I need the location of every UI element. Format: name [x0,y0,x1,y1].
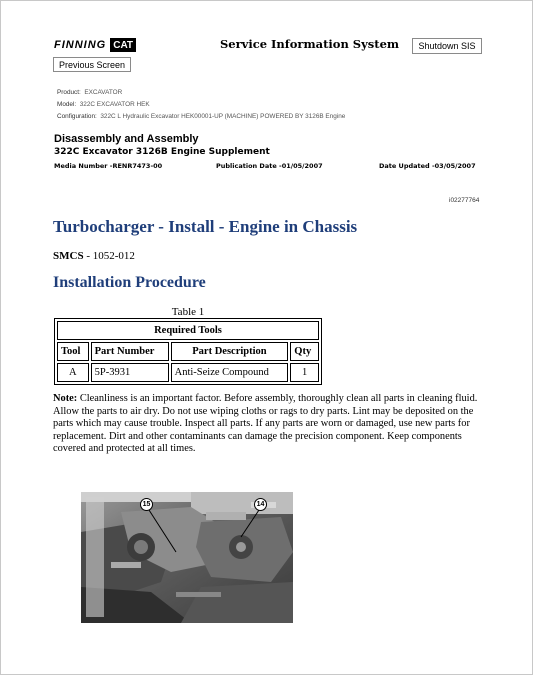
document-subheading: 322C Excavator 3126B Engine Supplement [54,147,270,157]
system-title: Service Information System [220,37,400,51]
logo-text: FINNING [54,39,107,51]
section-title: Installation Procedure [53,274,206,291]
cell-part-number: 5P-3931 [91,363,169,382]
page-title: Turbocharger - Install - Engine in Chassis [53,217,358,236]
product-value: EXCAVATOR [84,89,123,96]
column-header-part-number: Part Number [91,342,169,361]
model-label: Model: [57,101,77,108]
cell-tool: A [57,363,89,382]
publication-date: Publication Date -01/05/2007 [216,162,323,170]
smcs-code [53,250,135,262]
table-row [57,363,319,382]
smcs-label: SMCS [53,250,84,262]
callout-14: 14 [254,498,267,511]
finning-cat-logo [54,37,136,53]
smcs-value: - 1052-012 [83,250,135,262]
model-line [57,101,150,108]
model-value: 322C EXCAVATOR HEK [79,101,150,108]
document-id: i02277764 [449,197,480,204]
cleanliness-note [53,393,493,456]
configuration-value: 322C L Hydraulic Excavator HEK00001-UP (MACHINE) POWERED BY 3126B Engine [100,113,346,120]
table-caption: Table 1 [171,306,205,318]
document-heading: Disassembly and Assembly [54,133,199,145]
product-line [57,89,122,96]
product-label: Product: [57,89,81,96]
cell-part-description: Anti-Seize Compound [171,363,289,382]
table-header-row [57,342,319,361]
table-title-row [57,321,319,340]
note-label: Note: [53,393,78,404]
engine-photo-drawing [81,492,293,623]
configuration-label: Configuration: [57,113,97,120]
callout-15: 15 [140,498,153,511]
cat-badge: CAT [110,38,136,52]
date-updated: Date Updated -03/05/2007 [379,162,476,170]
previous-screen-button[interactable]: Previous Screen [53,57,131,72]
column-header-part-description: Part Description [171,342,289,361]
media-number: Media Number -RENR7473-00 [54,162,163,170]
cell-qty: 1 [290,363,319,382]
table-title: Required Tools [57,321,319,340]
note-text: Cleanliness is an important factor. Before assembly, thoroughly clean all parts in cleaning fluid. Allow the parts to air dry. Do not use wiping cloths or rags to dry parts. Lint may be deposited on the parts which may cause trouble. Inspect all parts. If any parts are worn or damaged, use new parts for replacement. Dirt and other contaminants can damage the precision component. Keep components covered and protected at all times. [53,393,478,454]
column-header-qty: Qty [290,342,319,361]
shutdown-sis-button[interactable]: Shutdown SIS [412,38,482,54]
configuration-line [57,113,345,120]
required-tools-table [54,318,322,385]
engine-turbocharger-photo [81,492,293,623]
column-header-tool: Tool [57,342,89,361]
